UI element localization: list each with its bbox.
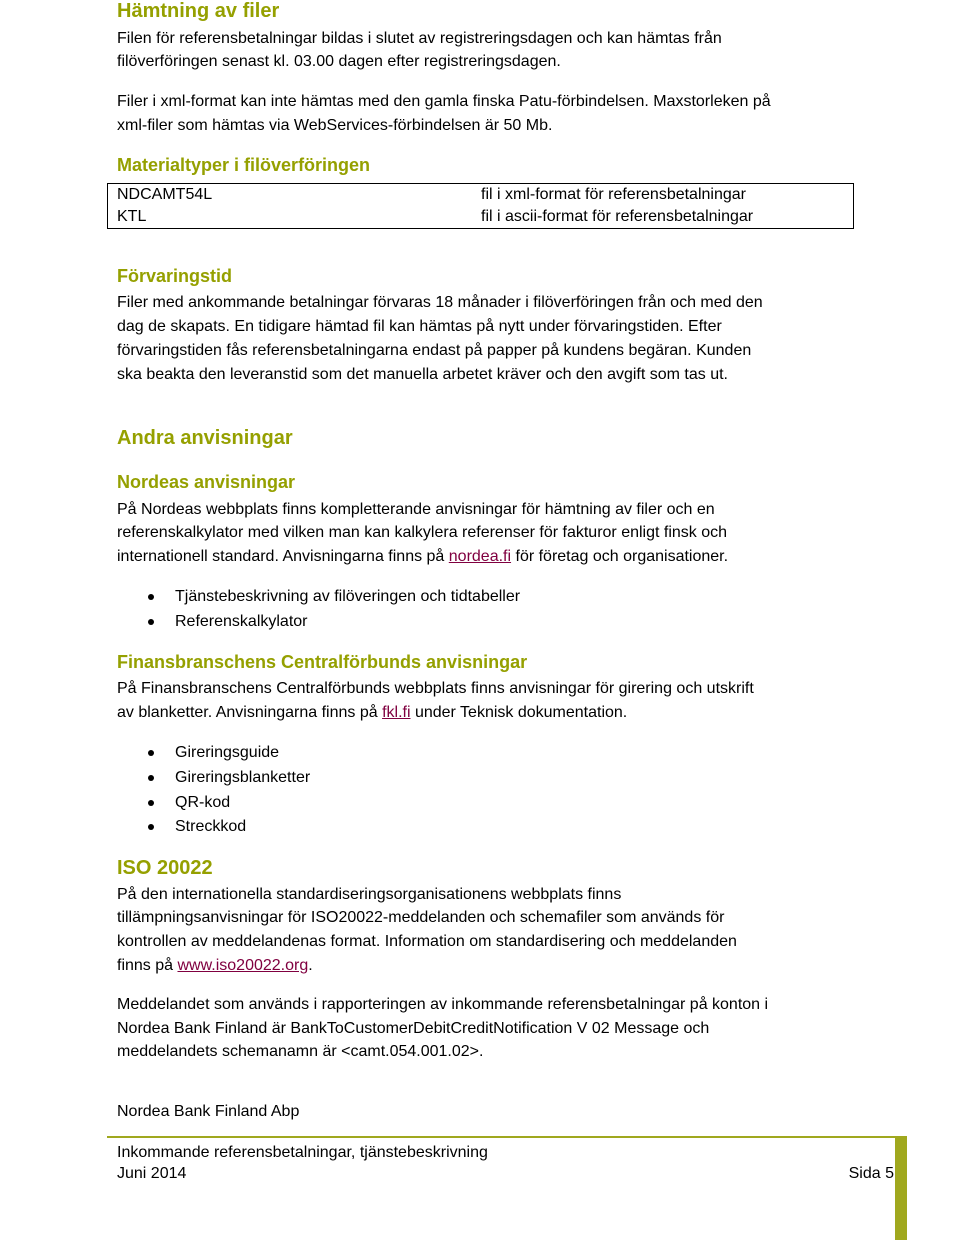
list-item: Referenskalkylator [175, 613, 308, 630]
nordea-link[interactable]: nordea.fi [448, 548, 512, 565]
text-fragment: av blanketter. Anvisningarna finns på [117, 704, 383, 721]
bullet-icon [148, 750, 154, 756]
iso20022-link[interactable]: www.iso20022.org [177, 957, 309, 974]
text-fragment: internationell standard. Anvisningarna finns på [117, 548, 449, 565]
text-fragment: finns på [117, 957, 178, 974]
bullet-icon [148, 824, 154, 830]
table-cell-code: NDCAMT54L [117, 186, 213, 203]
paragraph-line [117, 955, 313, 977]
text-fragment: under Teknisk dokumentation. [410, 704, 628, 721]
list-item: Gireringsblanketter [175, 769, 311, 786]
paragraph-line: meddelandets schemanamn är <camt.054.001.02>. [117, 1043, 484, 1060]
bullet-icon [148, 775, 154, 781]
footer-date: Juni 2014 [117, 1165, 187, 1182]
paragraph-line: På Finansbranschens Centralförbunds webbplats finns anvisningar för girering och utskrift [117, 680, 754, 697]
list-item: Streckkod [175, 818, 247, 835]
table-cell-desc: fil i ascii-format för referensbetalningar [481, 208, 754, 225]
paragraph-line [117, 702, 627, 724]
paragraph-line: Nordea Bank Finland är BankToCustomerDebitCreditNotification V 02 Message och [117, 1020, 710, 1037]
paragraph-line: Filen för referensbetalningar bildas i slutet av registreringsdagen och kan hämtas från [117, 30, 722, 47]
text-fragment: för företag och organisationer. [511, 548, 729, 565]
table-cell-code: KTL [117, 208, 147, 225]
footer-page-number: Sida 5 [848, 1165, 894, 1182]
paragraph-line: ska beakta den leveranstid som det manuella arbetet kräver och den avgift som tas ut. [117, 366, 728, 383]
section-title-finansbranschen: Finansbranschens Centralförbunds anvisningar [117, 652, 528, 672]
table-cell-desc: fil i xml-format för referensbetalningar [481, 186, 746, 203]
footer-divider [107, 1136, 907, 1138]
paragraph-line: tillämpningsanvisningar för ISO20022-meddelanden och schemafiler som används för [117, 909, 725, 926]
section-title-iso20022: ISO 20022 [117, 857, 213, 879]
paragraph-line: förvaringstiden fås referensbetalningarna endast på papper på kundens begäran. Kunden [117, 342, 752, 359]
list-item: Tjänstebeskrivning av filöveringen och tidtabeller [175, 588, 521, 605]
paragraph-line: dag de skapats. En tidigare hämtad fil kan hämtas på nytt under förvaringstiden. Efter [117, 318, 722, 335]
section-title-hamtning: Hämtning av filer [117, 0, 280, 22]
table-row [108, 206, 854, 229]
paragraph-line: xml-filer som hämtas via WebServices-förbindelsen är 50 Mb. [117, 117, 553, 134]
section-title-nordea: Nordeas anvisningar [117, 472, 296, 492]
paragraph-line: referenskalkylator med vilken man kan kalkylera referenser för fakturor enligt finsk och [117, 524, 728, 541]
list-item: QR-kod [175, 794, 231, 811]
section-title-forvaringstid: Förvaringstid [117, 266, 233, 286]
paragraph-line [117, 546, 728, 568]
list-item: Gireringsguide [175, 744, 280, 761]
paragraph-line: Filer i xml-format kan inte hämtas med den gamla finska Patu-förbindelsen. Maxstorleken på [117, 93, 771, 110]
text-fragment: . [308, 957, 313, 974]
paragraph-line: På Nordeas webbplats finns kompletterande anvisningar för hämtning av filer och en [117, 501, 715, 518]
table-row [108, 184, 854, 207]
bullet-icon [148, 619, 154, 625]
footer-doc-title: Inkommande referensbetalningar, tjänstebeskrivning [117, 1144, 488, 1161]
paragraph-line: kontrollen av meddelandenas format. Information om standardisering och meddelanden [117, 933, 737, 950]
bullet-icon [148, 594, 154, 600]
bullet-icon [148, 800, 154, 806]
footer-side-bar [895, 1138, 907, 1240]
paragraph-line: Meddelandet som används i rapporteringen av inkommande referensbetalningar på konton i [117, 996, 769, 1013]
material-types-table [107, 183, 854, 229]
paragraph-line: På den internationella standardiseringsorganisationens webbplats finns [117, 886, 622, 903]
paragraph-line: Filer med ankommande betalningar förvaras 18 månader i filöverföringen från och med den [117, 294, 763, 311]
footer-company: Nordea Bank Finland Abp [117, 1103, 300, 1120]
section-title-andra-anvisningar: Andra anvisningar [117, 427, 293, 449]
paragraph-line: filöverföringen senast kl. 03.00 dagen efter registreringsdagen. [117, 53, 561, 70]
fkl-link[interactable]: fkl.fi [382, 704, 411, 721]
section-title-materialtyper: Materialtyper i filöverföringen [117, 155, 371, 175]
